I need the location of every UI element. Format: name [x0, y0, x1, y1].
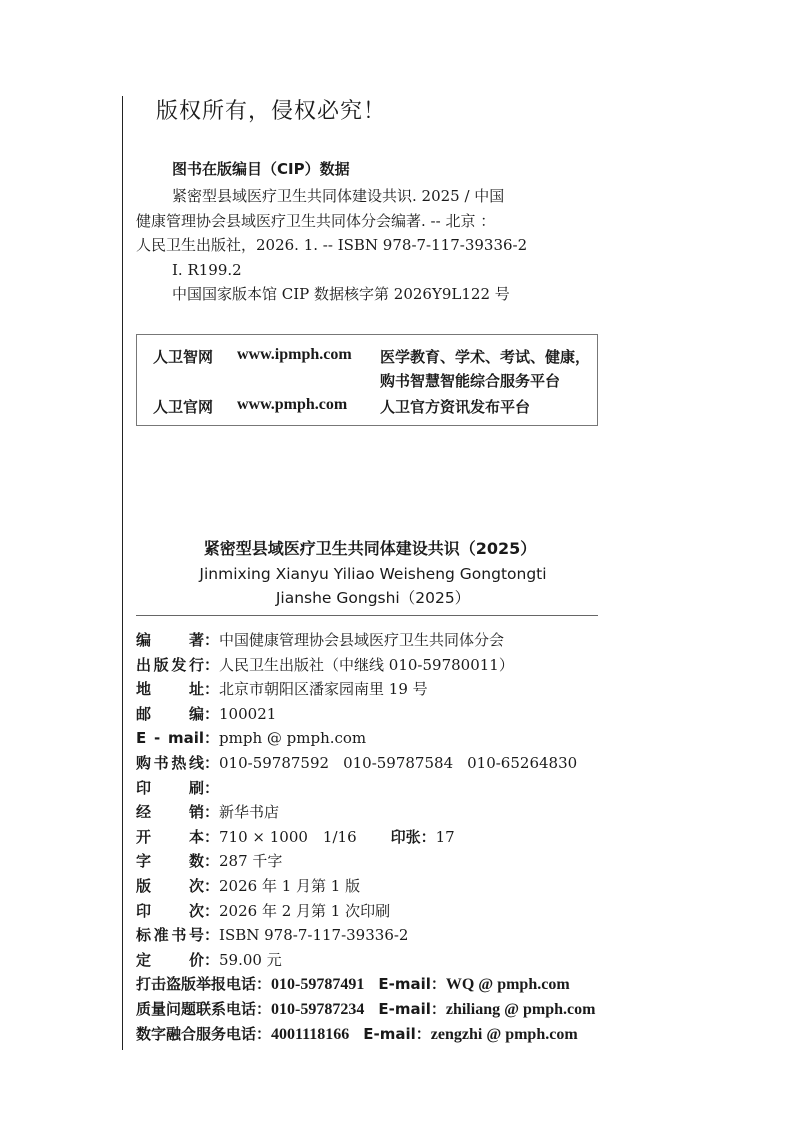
divider	[136, 615, 598, 616]
info-row-edition: 版次：2026 年 1 月第 1 版	[136, 874, 616, 899]
pinyin-line: Jianshe Gongshi（2025）	[275, 589, 471, 607]
info-label: 邮编	[136, 704, 204, 723]
portal-url-link[interactable]: www.ipmph.com	[237, 346, 352, 363]
info-value: 中国健康管理协会县域医疗卫生共同体分会	[219, 631, 505, 649]
info-row-wordcount: 字数：287 千字	[136, 849, 616, 874]
info-value: 710 × 1000 1/16	[219, 827, 357, 846]
info-value: 59.00 元	[219, 950, 282, 969]
book-title: 紧密型县域医疗卫生共同体建设共识（2025）	[203, 539, 537, 558]
cip-line: 人民卫生出版社，2026. 1. -- ISBN 978-7-117-39336-2	[136, 236, 528, 254]
portal-box	[136, 334, 598, 426]
info-label: 字数	[136, 852, 204, 871]
info-row-address: 地址：北京市朝阳区潘家园南里 19 号	[136, 677, 616, 702]
info-label: E-mail：	[378, 999, 446, 1018]
info-label: 编著	[136, 631, 204, 649]
info-row-postcode: 邮编：100021	[136, 702, 616, 727]
hotline-number: 010-59787584	[343, 753, 454, 772]
info-row-hotline: 购书热线：010-59787592 010-59787584 010-65264830	[136, 751, 616, 776]
info-value: 2026 年 2 月第 1 次印刷	[219, 901, 391, 920]
info-value: 287 千字	[219, 852, 283, 871]
info-label: 购书热线	[136, 753, 204, 772]
info-label: 印张：	[390, 827, 436, 846]
info-value: 人民卫生出版社（中继线 010-59780011）	[219, 655, 514, 674]
copyright-notice: 版权所有，侵权必究！	[156, 99, 387, 124]
info-row-price: 定价：59.00 元	[136, 948, 616, 973]
info-row-printing: 印次：2026 年 2 月第 1 次印刷	[136, 899, 616, 924]
info-label: 定价	[136, 950, 204, 969]
info-row-printer: 印刷：	[136, 776, 616, 801]
portal-name: 人卫智网	[153, 348, 214, 366]
info-label: 开本	[136, 827, 204, 846]
info-label: 数字融合服务电话：	[136, 1024, 272, 1043]
info-row-distributor: 经销：新华书店	[136, 800, 616, 825]
info-label: 地址	[136, 680, 204, 699]
info-row-isbn: 标准书号：ISBN 978-7-117-39336-2	[136, 923, 616, 948]
info-row-publisher: 出版发行：人民卫生出版社（中继线 010-59780011）	[136, 653, 616, 678]
cip-line: 中国国家版本馆 CIP 数据核字第 2026Y9L122 号	[172, 285, 510, 303]
cip-line: 紧密型县域医疗卫生共同体建设共识. 2025 / 中国	[172, 187, 505, 205]
portal-desc: 购书智慧智能综合服务平台	[380, 372, 561, 390]
info-label: 版次	[136, 876, 204, 895]
quality-phone: 010-59787234	[271, 1000, 365, 1018]
portal-row	[137, 346, 597, 368]
info-row-format: 开本：710 × 1000 1/16 印张：17	[136, 825, 616, 850]
margin-rule	[122, 96, 123, 1050]
email-link[interactable]: pmph @ pmph.com	[219, 729, 367, 748]
info-value: 17	[435, 827, 455, 846]
info-label: 印刷	[136, 778, 204, 797]
info-value: 2026 年 1 月第 1 版	[219, 876, 361, 895]
hotline-number: 010-59787592	[219, 753, 330, 772]
info-row-digital	[136, 1022, 616, 1047]
publication-info	[136, 628, 616, 1046]
info-value: 北京市朝阳区潘家园南里 19 号	[219, 680, 428, 699]
portal-desc: 人卫官方资讯发布平台	[380, 398, 531, 416]
portal-url-link[interactable]: www.pmph.com	[237, 396, 348, 413]
hotline-number: 010-65264830	[467, 753, 578, 772]
portal-name: 人卫官网	[153, 398, 214, 416]
portal-row	[137, 396, 597, 418]
book-title-pinyin	[188, 562, 558, 610]
info-value: ISBN 978-7-117-39336-2	[219, 926, 409, 945]
info-label: 印次	[136, 901, 204, 920]
info-label: 经销	[136, 803, 204, 822]
piracy-phone: 010-59787491	[271, 976, 365, 994]
info-label: 出版发行	[136, 655, 204, 674]
info-label: 质量问题联系电话：	[136, 999, 272, 1018]
info-value: 100021	[219, 704, 277, 723]
cip-line: 健康管理协会县域医疗卫生共同体分会编著. -- 北京 ：	[136, 211, 496, 230]
info-row-email: E - mail：pmph @ pmph.com	[136, 726, 616, 751]
pinyin-line: Jinmixing Xianyu Yiliao Weisheng Gongtongti	[199, 565, 547, 583]
cip-line: Ⅰ. R199.2	[172, 260, 242, 279]
digital-phone: 4001118166	[271, 1025, 350, 1043]
quality-email-link[interactable]: zhiliang @ pmph.com	[445, 1000, 596, 1018]
piracy-email-link[interactable]: WQ @ pmph.com	[445, 976, 570, 994]
info-row-piracy	[136, 972, 616, 997]
info-label: E - mail	[136, 729, 204, 748]
portal-row-continued	[137, 370, 597, 392]
info-row-author: 编著：中国健康管理协会县域医疗卫生共同体分会	[136, 628, 616, 653]
digital-email-link[interactable]: zengzhi @ pmph.com	[430, 1025, 578, 1043]
info-value: 新华书店	[219, 803, 280, 822]
info-label: E-mail：	[378, 975, 446, 994]
cip-block	[136, 184, 576, 307]
info-label: E-mail：	[363, 1024, 431, 1043]
info-label: 打击盗版举报电话：	[136, 975, 272, 994]
cip-heading: 图书在版编目（CIP）数据	[172, 160, 350, 178]
info-row-quality	[136, 997, 616, 1022]
portal-desc: 医学教育、学术、考试、健康，	[380, 348, 591, 366]
info-label: 标准书号	[136, 926, 204, 945]
